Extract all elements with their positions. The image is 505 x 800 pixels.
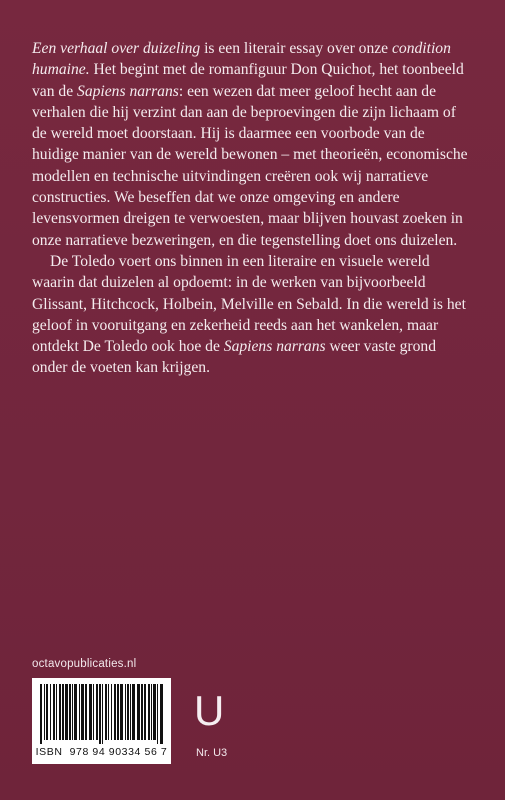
barcode-bars-icon [38, 684, 165, 744]
barcode-bar [108, 684, 109, 740]
barcode-bar [125, 684, 126, 740]
barcode-bar [144, 684, 146, 740]
isbn-number: ISBN 978 94 90334 56 7 [35, 746, 168, 758]
barcode-bar [114, 684, 116, 740]
barcode-bar [56, 684, 57, 740]
barcode-bar [102, 684, 103, 744]
barcode-bar [157, 684, 158, 744]
barcode-bar [65, 684, 68, 740]
barcode-bar [69, 684, 71, 740]
blurb-p1-seg-2: condition humaine. [32, 40, 451, 79]
blurb-p2-seg-0: De Toledo voert ons binnen in een literaire en visuele wereld waarin dat duizelen al opdoemt: in de werken van bijvoorbeeld Glissant, Hitchcock, Holbein, Melville en Sebald. In die wereld is het geloof in vooruitgang en zekerheid reeds aan het wankelen, maar ontdekt De Toledo ook hoe de [32, 252, 466, 356]
barcode-bar [72, 684, 73, 740]
barcode-bar [85, 684, 87, 740]
barcode-bar [105, 684, 107, 740]
blurb-p1-seg-4: Sapiens narrans [77, 82, 179, 100]
barcode-bar [153, 684, 156, 740]
barcode-bar [46, 684, 48, 740]
blurb-paragraph-2 [32, 251, 472, 379]
series-letter: U [194, 687, 225, 734]
blurb-text [32, 38, 472, 379]
barcode-bar [81, 684, 84, 740]
barcode-bar [132, 684, 135, 740]
barcode-bar [151, 684, 152, 740]
barcode-bar [40, 684, 42, 744]
barcode-bar [127, 684, 129, 740]
barcode-bar [148, 684, 150, 740]
publisher-website: octavopublicaties.nl [32, 658, 137, 670]
barcode-bar [99, 684, 101, 744]
barcode-bar [120, 684, 123, 740]
barcode-bar [44, 684, 45, 740]
barcode-bar [96, 684, 98, 740]
blurb-p1-seg-1: is een literair essay over onze [200, 40, 392, 57]
barcode-bar [50, 684, 51, 740]
barcode-bar [141, 684, 143, 740]
blurb-p1-seg-5: : een wezen dat meer geloof hecht aan de verhalen die hij verzint dan aan de beproevingen die zijn lichaam of de wereld moet doorstaan. Hij is daarmee een voorbode van de huidige manier van de wereld bewonen – met theorieën, economische modellen en technische uitvindingen creëren ook wij narratieve constructies. We beseffen dat we onze omgeving en andere levensvormen dreigen te verwoesten, maar blijven houvast zoeken in onze narratieve bezweringen, en die tegenstelling doet ons duizelen. [32, 82, 468, 249]
barcode-bar [117, 684, 119, 740]
barcode-bar [89, 684, 92, 740]
barcode-bar [74, 684, 77, 740]
barcode-bar [130, 684, 131, 740]
barcode-bar [62, 684, 64, 740]
blurb-paragraph-1 [32, 38, 472, 251]
blurb-p2-seg-2: weer vaste grond onder de voeten kan krijgen. [32, 338, 437, 377]
barcode-bar [137, 684, 140, 740]
barcode-bar [79, 684, 80, 740]
blurb-p1-seg-3: Het begint met de romanfiguur Don Quichot, het toonbeeld van de [32, 61, 464, 100]
barcode [32, 678, 171, 764]
blurb-p2-seg-1: Sapiens narrans [223, 338, 326, 356]
barcode-bar [111, 684, 112, 740]
barcode-bar [53, 684, 55, 740]
barcode-bar [160, 684, 163, 744]
barcode-bar [93, 684, 94, 740]
series-number: Nr. U3 [196, 747, 228, 759]
blurb-p1-seg-0: Een verhaal over duizeling [32, 40, 201, 57]
barcode-bar [59, 684, 61, 740]
